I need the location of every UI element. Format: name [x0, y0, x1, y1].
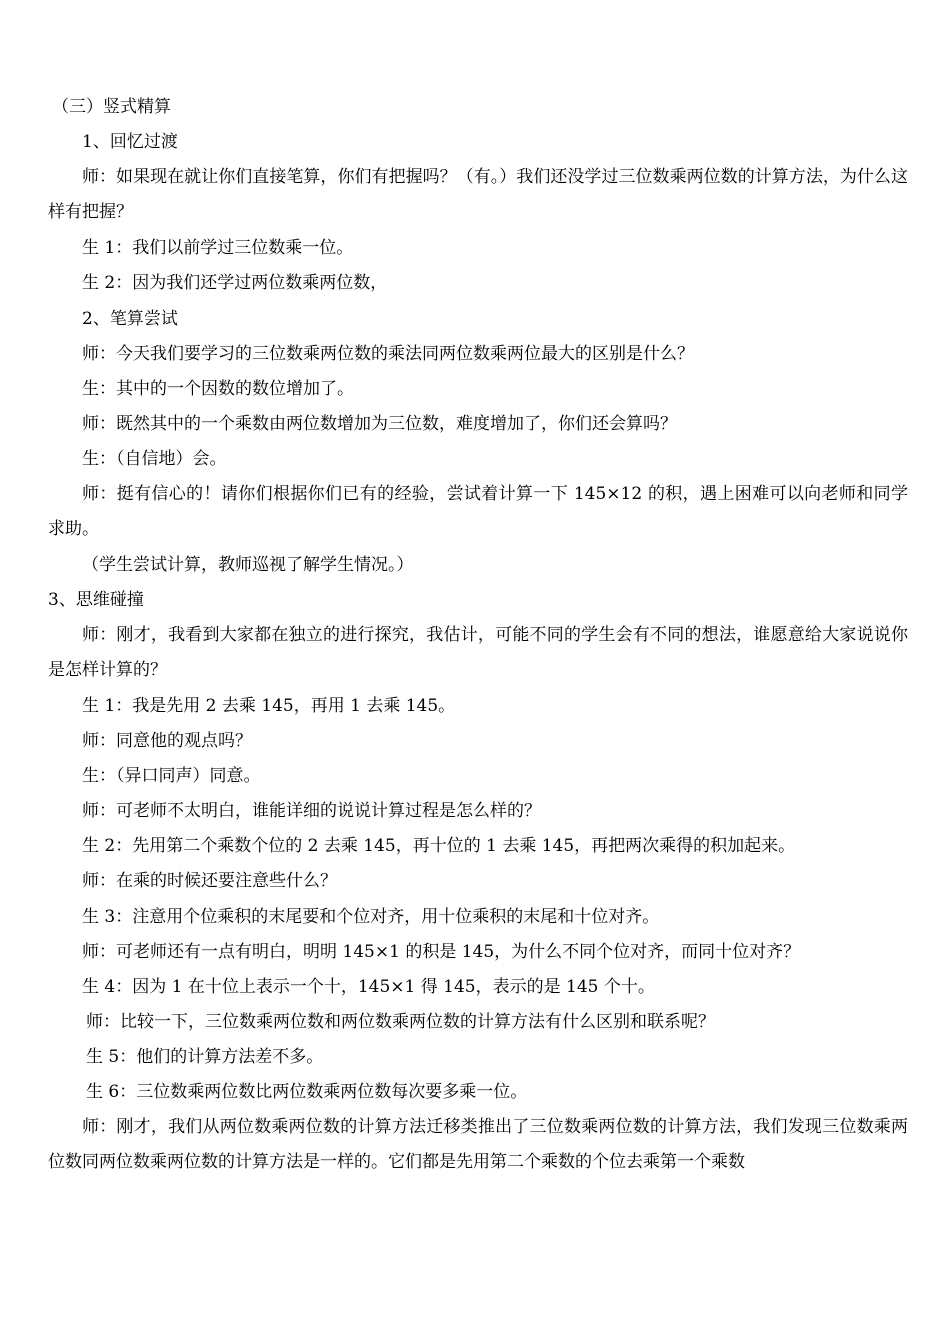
paragraph: 师：今天我们要学习的三位数乘两位数的乘法同两位数乘两位最大的区别是什么？ [82, 344, 694, 364]
paragraph: 生 2：因为我们还学过两位数乘两位数， [82, 273, 388, 293]
subsection-heading: 3、思维碰撞 [48, 590, 144, 610]
paragraph: 师：挺有信心的！请你们根据你们已有的经验，尝试着计算一下 145×12 的积，遇上困难可以向老师和同学求助。 [48, 484, 908, 539]
subsection-heading: 1、回忆过渡 [82, 132, 178, 152]
paragraph: 师：刚才，我们从两位数乘两位数的计算方法迁移类推出了三位数乘两位数的计算方法，我们发现三位数乘两位数同两位数乘两位数的计算方法是一样的。它们都是先用第二个乘数的个位去乘第一个乘数 [48, 1117, 908, 1172]
subsection-heading: 2、笔算尝试 [82, 309, 178, 329]
paragraph: 生 1：我是先用 2 去乘 145，再用 1 去乘 145。 [82, 696, 456, 716]
paragraph: 生：其中的一个因数的数位增加了。 [82, 379, 354, 399]
paragraph: 师：可老师不太明白，谁能详细的说说计算过程是怎么样的？ [82, 801, 541, 821]
paragraph: 生 2：先用第二个乘数个位的 2 去乘 145，再十位的 1 去乘 145，再把两次乘得的积加起来。 [82, 836, 796, 856]
paragraph: 生 6：三位数乘两位数比两位数乘两位数每次要多乘一位。 [86, 1082, 528, 1102]
section-heading: （三）竖式精算 [52, 97, 171, 117]
paragraph: 生：（异口同声）同意。 [82, 766, 261, 786]
paragraph: 师：比较一下，三位数乘两位数和两位数乘两位数的计算方法有什么区别和联系呢？ [86, 1012, 715, 1032]
paragraph: 师：在乘的时候还要注意些什么？ [82, 871, 337, 891]
paragraph: 师：可老师还有一点有明白，明明 145×1 的积是 145，为什么不同个位对齐，而同十位对齐？ [82, 942, 801, 962]
paragraph: 生 4：因为 1 在十位上表示一个十，145×1 得 145，表示的是 145 个十。 [82, 977, 655, 997]
paragraph: 生 1：我们以前学过三位数乘一位。 [82, 238, 354, 258]
paragraph: 生：（自信地）会。 [82, 449, 227, 469]
paragraph: （学生尝试计算，教师巡视了解学生情况。） [82, 555, 414, 575]
paragraph: 师：如果现在就让你们直接笔算，你们有把握吗？（有。）我们还没学过三位数乘两位数的计算方法，为什么这样有把握？ [48, 167, 908, 222]
paragraph: 师：既然其中的一个乘数由两位数增加为三位数，难度增加了，你们还会算吗？ [82, 414, 677, 434]
paragraph: 生 3：注意用个位乘积的末尾要和个位对齐，用十位乘积的末尾和十位对齐。 [82, 907, 660, 927]
paragraph: 生 5：他们的计算方法差不多。 [86, 1047, 324, 1067]
paragraph: 师：同意他的观点吗？ [82, 731, 252, 751]
paragraph: 师：刚才，我看到大家都在独立的进行探究，我估计，可能不同的学生会有不同的想法，谁愿意给大家说说你是怎样计算的？ [48, 625, 908, 680]
